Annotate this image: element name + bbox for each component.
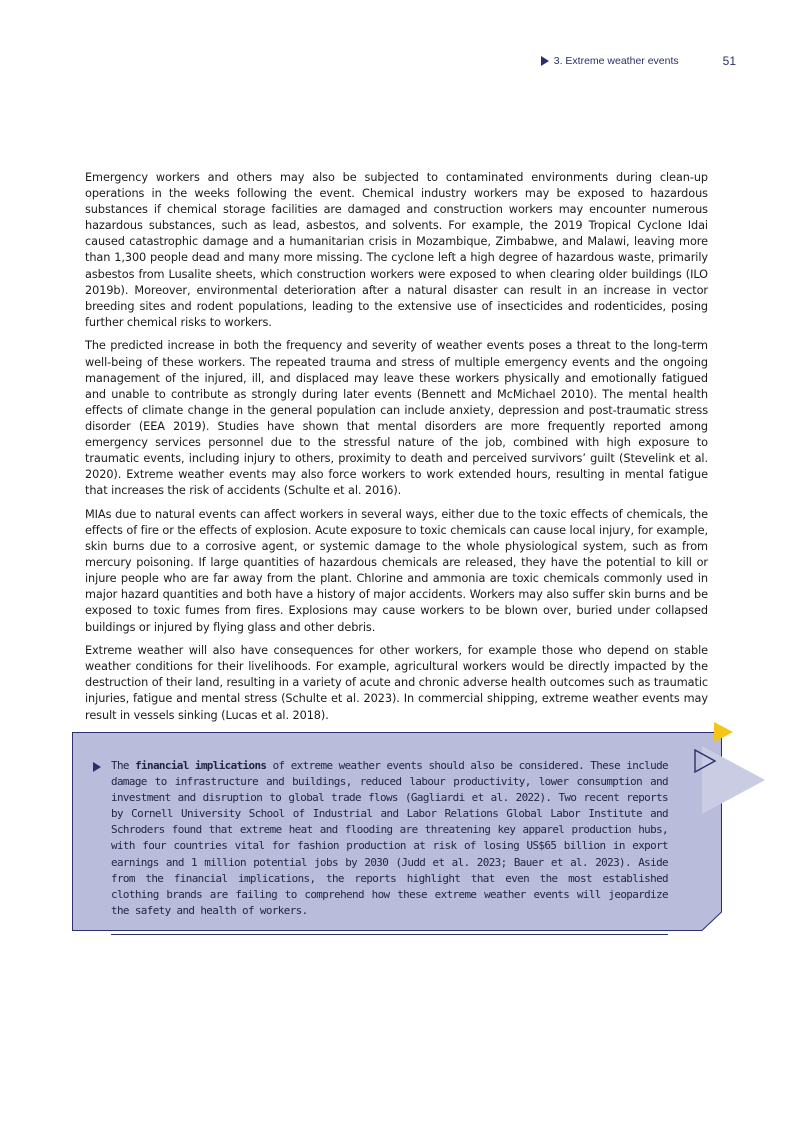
paragraph: The predicted increase in both the frequency and severity of weather events poses a threat to the long-term well-being of these workers. The repeated trauma and stress of multiple emergency events and the ongoing management of the injured, ill, and displaced may leave these workers physically and emotionally fatigued and unable to contribute as strongly during later events (Bennett and McMichael 2010). The mental health effects of climate change in the general population can include anxiety, depression and post-traumatic stress disorder (EEA 2019). Studies have shown that mental disorders are more frequently reported among emergency services personnel due to the stressful nature of the job, combined with high exposure to traumatic events, including injury to others, proximity to death and perceived survivors’ guilt (Stevelink et al. 2020). Extreme weather events may also force workers to work extended hours, resulting in mental fatigue that increases the risk of accidents (Schulte et al. 2016). [85,339,708,498]
bullet-arrow-icon [93,762,101,772]
callout-content [111,758,668,919]
section-title: 3. Extreme weather events [553,55,679,67]
callout-bold-phrase: financial implications [135,759,267,772]
main-body [85,170,708,731]
callout-body: of extreme weather events should also be considered. These include damage to infrastructure and buildings, reduced labour productivity, lower consumption and investment and disruption to global trade flows (Gagliardi et al. 2022). Two recent reports by Cornell University School of Industrial and Labor Relations Global Labor Institute and Schroders found that extreme heat and flooding are threatening key apparel production hubs, with four countries vital for fashion production at risk of losing US$65 billion in export earnings and 1 million potential jobs by 2030 (Judd et al. 2023; Bauer et al. 2023). Aside from the financial implications, the reports highlight that even the most established clothing brands are failing to comprehend how these extreme weather events will jeopardize the safety and health of workers. [111,759,668,917]
callout-rule [111,934,668,935]
callout-lead: The [111,759,136,772]
paragraph: Emergency workers and others may also be subjected to contaminated environments during clean-up operations in the weeks following the event. Chemical industry workers may be exposed to hazardous substances if chemical storage facilities are damaged and construction workers may encounter numerous hazardous substances, such as lead, asbestos, and solvents. For example, the 2019 Tropical Cyclone Idai caused catastrophic damage and a humanitarian crisis in Mozambique, Zimbabwe, and Malawi, leaving more than 1,300 people dead and many more missing. The cyclone left a high degree of hazardous waste, primarily asbestos from Lusalite sheets, which construction workers were exposed to when clearing older buildings (ILO 2019b). Moreover, environmental deterioration after a natural disaster can result in an increase in vector breeding sites and rodent populations, leading to the extensive use of insecticides and rodenticides, posing further chemical risks to workers. [85,171,708,329]
decorative-triangles-icon [690,718,770,818]
financial-callout-box [72,732,722,931]
paragraph: MIAs due to natural events can affect workers in several ways, either due to the toxic effects of chemicals, the effects of fire or the effects of explosion. Acute exposure to toxic chemicals can cause local injury, for example, skin burns due to a corrosive agent, or systemic damage to the whole physiological system, such as from mercury poisoning. If large quantities of hazardous chemicals are released, they have the potential to kill or injure people who are far away from the plant. Chlorine and ammonia are toxic chemicals commonly used in major hazard quantities and both have a history of major accidents. Workers may also suffer skin burns and be exposed to toxic fumes from fires. Explosions may cause workers to be blown over, buried under collapsed buildings or injured by flying glass and other debris. [85,507,708,634]
paragraph: Extreme weather will also have consequences for other workers, for example those who depend on stable weather conditions for their livelihoods. For example, agricultural workers would be directly impacted by the destruction of their land, resulting in a variety of acute and chronic adverse health outcomes such as traumatic injuries, fatigue and mental stress (Schulte et al. 2023). In commercial shipping, extreme weather events may result in vessels sinking (Lucas et al. 2018). [85,644,709,722]
page-number: 51 [722,54,736,68]
callout-text [111,758,668,919]
running-header [541,53,736,69]
triangle-marker-icon [541,56,549,66]
